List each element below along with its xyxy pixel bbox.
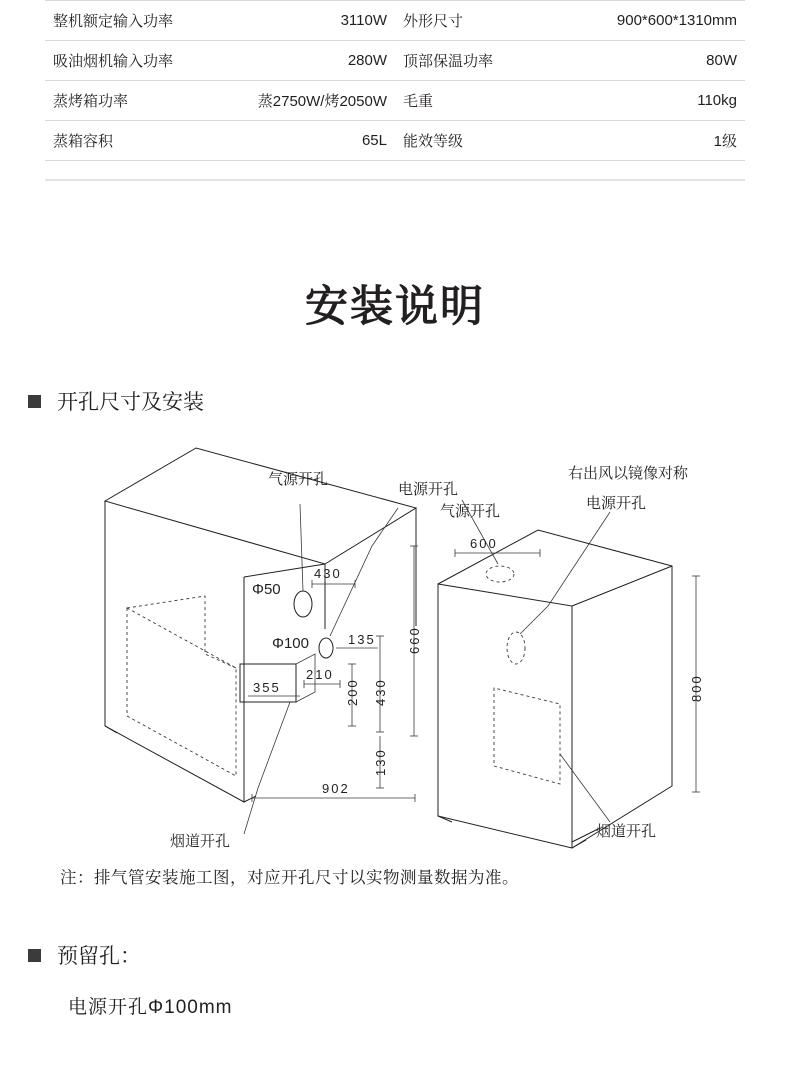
dim-430-top: 430 [314, 566, 342, 581]
square-bullet-icon [28, 395, 41, 408]
dim-355: 355 [253, 680, 281, 695]
dim-660: 660 [407, 626, 422, 654]
specification-table [45, 0, 745, 161]
label-power-hole-right: 电源开孔 [586, 495, 647, 512]
spec-label: 顶部保温功率 [395, 41, 577, 81]
spec-label: 外形尺寸 [395, 1, 577, 41]
diagram-note: 注：排气管安装施工图，对应开孔尺寸以实物测量数据为准。 [60, 869, 519, 887]
spec-value: 65L [227, 121, 395, 161]
spec-value: 80W [577, 41, 745, 81]
spec-value: 蒸2750W/烤2050W [227, 81, 395, 121]
label-gas-hole-left: 气源开孔 [268, 471, 329, 488]
spec-label: 吸油烟机输入功率 [45, 41, 227, 81]
page-title: 安装说明 [305, 283, 485, 331]
right-cabinet-drawing [438, 500, 704, 848]
dim-800: 800 [689, 674, 704, 702]
power-hole-spec: 电源开孔Φ100mm [68, 997, 233, 1018]
spec-value: 1级 [577, 121, 745, 161]
table-row [45, 41, 745, 81]
label-gas-hole-right: 气源开孔 [440, 503, 501, 520]
label-flue-hole-left: 烟道开孔 [170, 833, 231, 850]
installation-diagram [0, 436, 790, 856]
spec-label: 能效等级 [395, 121, 577, 161]
diagram-svg [0, 436, 790, 856]
phi100-label: Φ100 [272, 635, 309, 652]
table-row [45, 1, 745, 41]
dim-130: 130 [373, 748, 388, 776]
section-heading-reserved-hole [28, 940, 790, 970]
spec-value: 280W [227, 41, 395, 81]
dim-210: 210 [306, 667, 334, 682]
spec-value: 3110W [227, 1, 395, 41]
label-right-outlet-note: 右出风以镜像对称 [568, 465, 689, 482]
table-bottom-divider [45, 179, 745, 181]
table-row [45, 121, 745, 161]
section-heading-label: 开孔尺寸及安装 [57, 391, 204, 414]
table-row [45, 81, 745, 121]
dim-600: 600 [470, 536, 498, 551]
section-heading-label: 预留孔： [57, 945, 141, 968]
label-power-hole-left: 电源开孔 [398, 481, 459, 498]
label-flue-hole-right: 烟道开孔 [596, 823, 657, 840]
dim-902: 902 [322, 781, 350, 796]
spec-label: 蒸箱容积 [45, 121, 227, 161]
square-bullet-icon [28, 949, 41, 962]
section-heading-hole-size [28, 386, 790, 416]
spec-label: 毛重 [395, 81, 577, 121]
dim-135: 135 [348, 632, 376, 647]
dim-200: 200 [345, 678, 360, 706]
spec-value: 110kg [577, 81, 745, 121]
phi50-label: Φ50 [252, 581, 281, 598]
spec-label: 蒸烤箱功率 [45, 81, 227, 121]
left-cabinet-drawing [105, 448, 422, 834]
spec-label: 整机额定输入功率 [45, 1, 227, 41]
dim-430-v: 430 [373, 678, 388, 706]
spec-value: 900*600*1310mm [577, 1, 745, 41]
